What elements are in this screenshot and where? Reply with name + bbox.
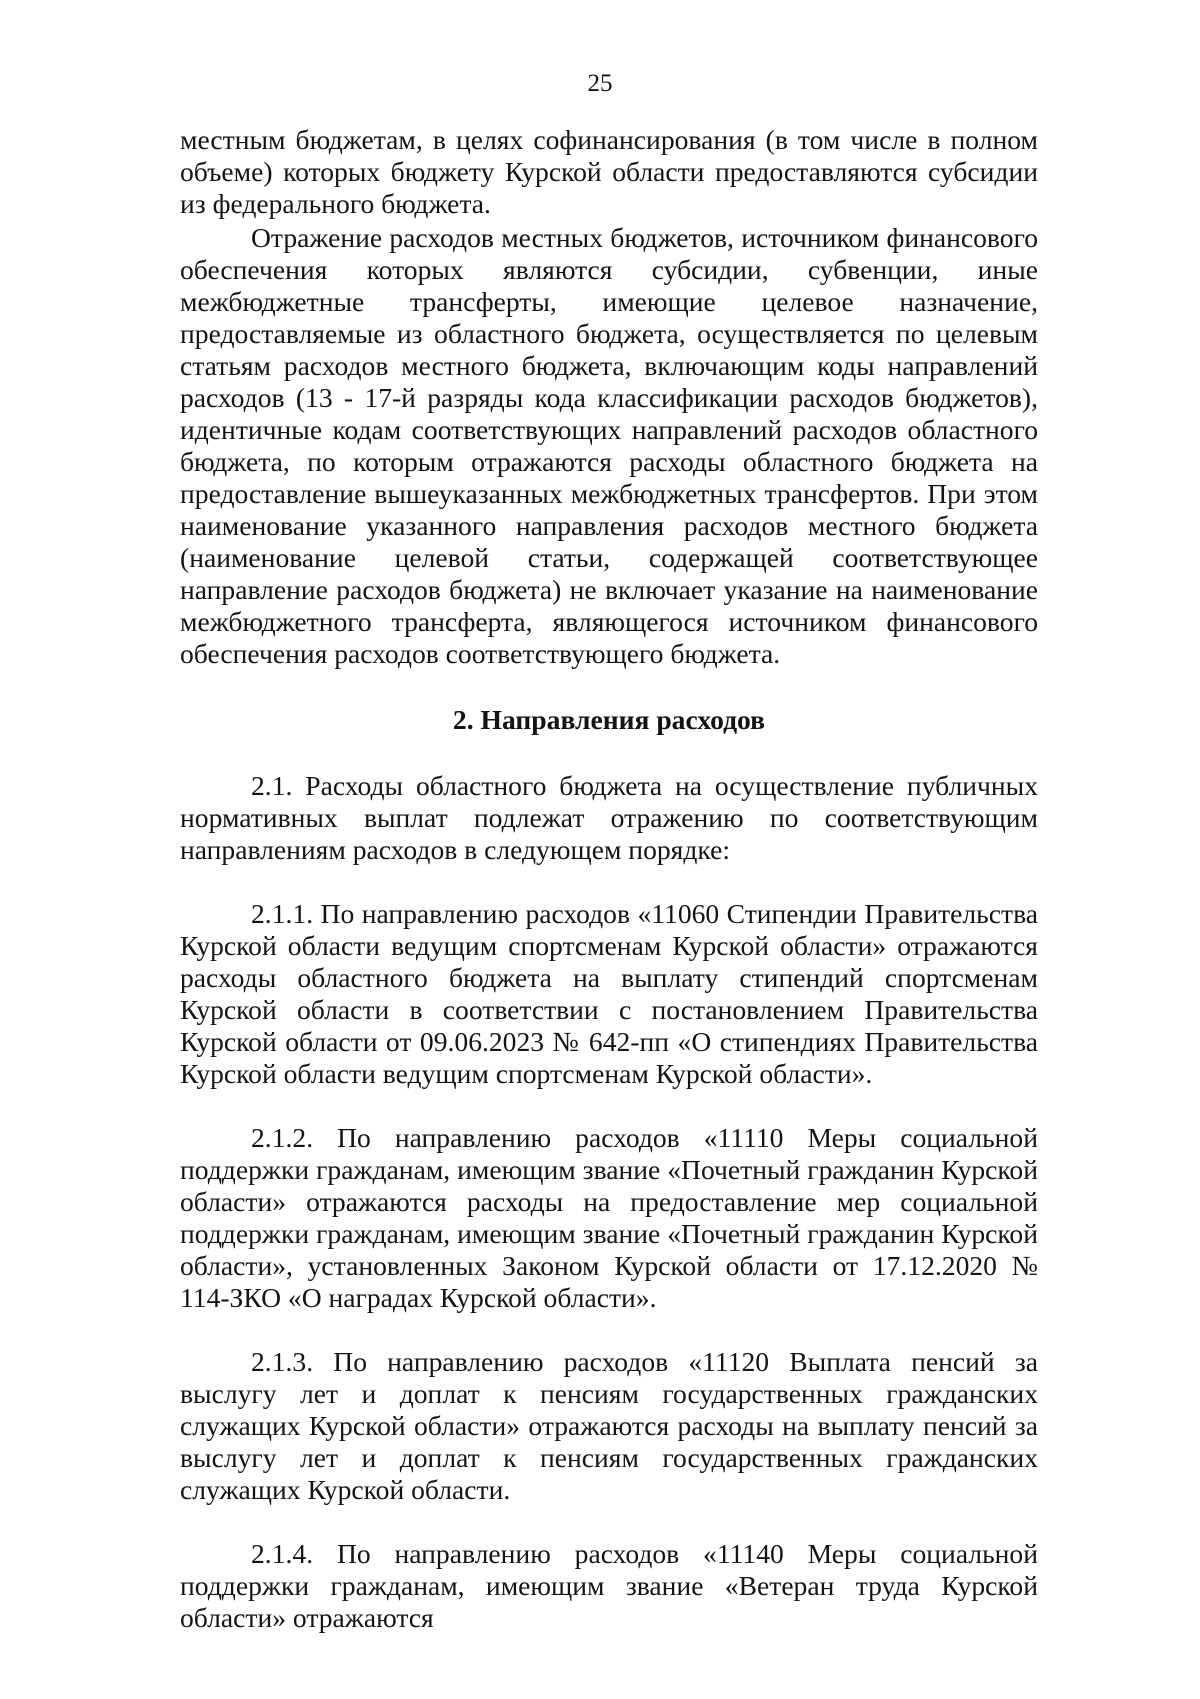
page-number: 25: [587, 70, 613, 97]
paragraph-2-1-3: 2.1.3. По направлению расходов «11120 Выплата пенсий за выслугу лет и доплат к пенсиям государственных гражданских служащих Курской области» отражаются расходы на выплату пенсий за выслугу лет и доплат к пенсиям государственных гражданских служащих Курской области.: [180, 1346, 1038, 1505]
paragraph-continuation: местным бюджетам, в целях софинансирования (в том числе в полном объеме) которых бюджету Курской области предоставляются субсидии из федерального бюджета.: [180, 124, 1038, 219]
paragraph-2-1-1: 2.1.1. По направлению расходов «11060 Стипендии Правительства Курской области ведущим спортсменам Курской области» отражаются расходы областного бюджета на выплату стипендий спортсменам Курской области в соответствии с постановлением Правительства Курской области от 09.06.2023 № 642-пп «О стипендиях Правительства Курской области ведущим спортсменам Курской области».: [180, 898, 1038, 1089]
paragraph-2-1: 2.1. Расходы областного бюджета на осуществление публичных нормативных выплат подлежат отражению по соответствующим направлениям расходов в следующем порядке:: [180, 770, 1038, 865]
paragraph-2-1-2: 2.1.2. По направлению расходов «11110 Меры социальной поддержки гражданам, имеющим звание «Почетный гражданин Курской области» отражаются расходы на предоставление мер социальной поддержки гражданам, имеющим звание «Почетный гражданин Курской области», установленных Законом Курской области от 17.12.2020 № 114-ЗКО «О наградах Курской области».: [180, 1122, 1038, 1313]
paragraph-reflection-of-expenses: Отражение расходов местных бюджетов, источником финансового обеспечения которых являются субсидии, субвенции, иные межбюджетные трансферты, имеющие целевое назначение, предоставляемые из областного бюджета, осуществляется по целевым статьям расходов местного бюджета, включающим коды направлений расходов (13 - 17-й разряды кода классификации расходов бюджетов), идентичные кодам соответствующих направлений расходов областного бюджета, по которым отражаются расходы областного бюджета на предоставление вышеуказанных межбюджетных трансфертов. При этом наименование указанного направления расходов местного бюджета (наименование целевой статьи, содержащей соответствующее направление расходов бюджета) не включает указание на наименование межбюджетного трансферта, являющегося источником финансового обеспечения расходов соответствующего бюджета.: [180, 222, 1038, 669]
document-body: [180, 124, 1038, 1634]
section-heading: 2. Направления расходов: [452, 704, 766, 735]
paragraph-2-1-4: 2.1.4. По направлению расходов «11140 Меры социальной поддержки гражданам, имеющим звание «Ветеран труда Курской области» отражаются: [180, 1538, 1038, 1633]
